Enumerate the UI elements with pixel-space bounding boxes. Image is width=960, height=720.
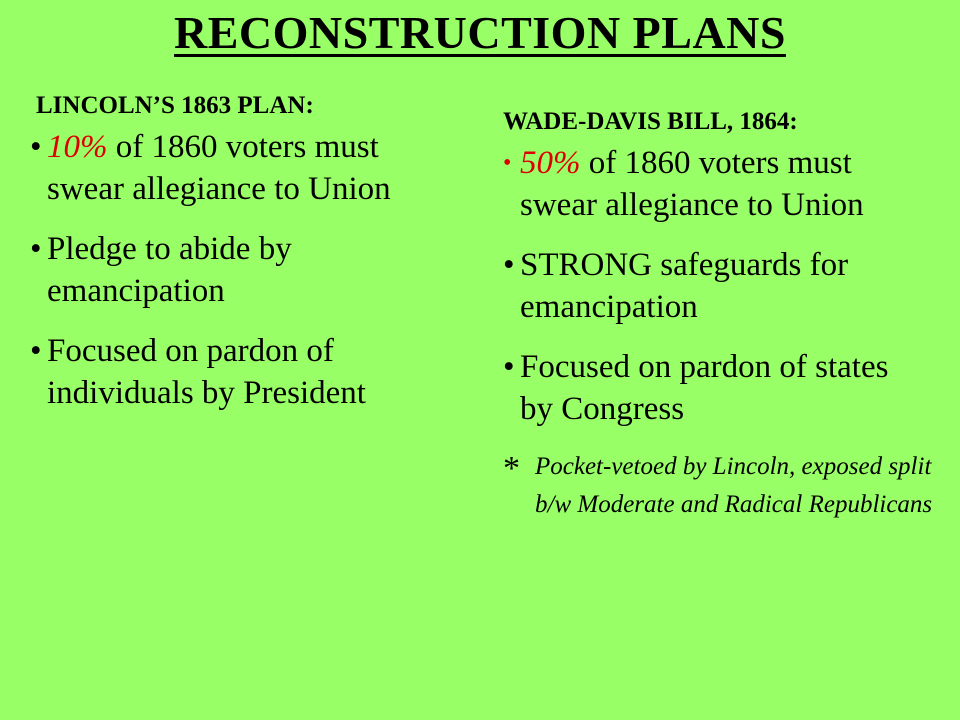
bullet-icon: • — [30, 333, 42, 369]
list-item — [30, 330, 470, 414]
bullet-icon: • — [30, 231, 42, 267]
wade-davis-list — [503, 142, 953, 430]
bullet-icon: • — [503, 349, 515, 385]
list-item — [503, 346, 953, 430]
list-item-text: STRONG safeguards for emancipation — [520, 247, 849, 325]
bullet-icon: • — [503, 150, 512, 176]
wade-davis-percentage: 50% — [520, 145, 581, 181]
bullet-icon: • — [503, 247, 515, 283]
list-item-text: Focused on pardon of states by Congress — [520, 349, 889, 427]
list-item-text: of 1860 voters must swear allegiance to Union — [520, 145, 864, 223]
lincoln-plan-heading: LINCOLN’S 1863 PLAN: — [36, 92, 314, 119]
asterisk-icon: * — [503, 450, 520, 487]
lincoln-percentage: 10% — [47, 129, 108, 165]
bullet-icon: • — [30, 129, 42, 165]
list-item — [503, 244, 953, 328]
wade-davis-column — [503, 108, 953, 524]
list-item — [503, 142, 953, 226]
list-item-text: Focused on pardon of individuals by President — [47, 333, 366, 411]
wade-davis-heading: WADE-DAVIS BILL, 1864: — [503, 108, 798, 135]
slide-title-text: RECONSTRUCTION PLANS — [174, 7, 786, 58]
slide-title — [0, 6, 960, 59]
note-text: Pocket-vetoed by Lincoln, exposed split b/w Moderate and Radical Republicans — [535, 453, 933, 518]
list-item — [30, 126, 470, 210]
lincoln-plan-list — [30, 126, 470, 414]
list-item-text: Pledge to abide by emancipation — [47, 231, 292, 309]
list-item-text: of 1860 voters must swear allegiance to Union — [47, 129, 391, 207]
lincoln-plan-column — [30, 92, 470, 432]
list-item — [30, 228, 470, 312]
pocket-veto-note — [503, 448, 953, 524]
